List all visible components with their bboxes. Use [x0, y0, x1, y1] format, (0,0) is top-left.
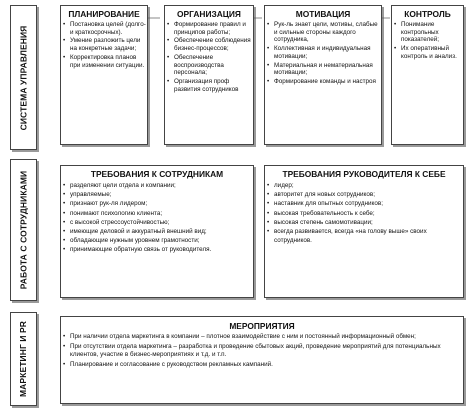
- list-item: • При отсутствии отдела маркетинга – разработка и проведение сбытовых акций, проведение мероприятий для потенциальных клиентов, участие в бизнес-мероприятиях и т.д. и т.п.: [61, 343, 463, 360]
- planning-title: ПЛАНИРОВАНИЕ: [68, 9, 140, 19]
- employee-requirements-box: [60, 165, 254, 298]
- list-item: • с высокой стрессоустойчивостью;: [61, 218, 253, 227]
- planning-box: [60, 5, 148, 145]
- organization-list: [165, 21, 253, 93]
- control-title: КОНТРОЛЬ: [404, 9, 451, 19]
- management-side-label: СИСТЕМА УПРАВЛЕНИЯ: [10, 5, 37, 150]
- motivation-box: [264, 5, 382, 145]
- list-item: • Постановка целей (долго- и краткосрочных).: [61, 21, 147, 36]
- list-item: • Обеспечение соблюдения бизнес-процессов;: [165, 37, 253, 52]
- list-item: • принимающие обратную связь от руководителя.: [61, 245, 253, 254]
- manager-requirements-list: [265, 181, 463, 245]
- motivation-title: МОТИВАЦИЯ: [295, 9, 351, 19]
- list-item: • имеющие деловой и аккуратный внешний вид;: [61, 227, 253, 236]
- planning-list: [61, 21, 147, 69]
- list-item: • Материальная и нематериальная мотивации;: [265, 62, 381, 77]
- list-item: • авторитет для новых сотрудников;: [265, 190, 463, 199]
- list-item: • высокая степень самомотивации;: [265, 218, 463, 227]
- staff-side-label: РАБОТА С СОТРУДНИКАМИ: [10, 159, 37, 301]
- marketing-list: [61, 333, 463, 369]
- employee-requirements-list: [61, 181, 253, 255]
- list-item: • Корректировка планов при изменении ситуации.: [61, 54, 147, 69]
- list-item: • наставник для опытных сотрудников;: [265, 199, 463, 208]
- list-item: • высокая требовательность к себе;: [265, 209, 463, 218]
- manager-requirements-title: ТРЕБОВАНИЯ РУКОВОДИТЕЛЯ К СЕБЕ: [282, 169, 446, 179]
- list-item: • Организация проф развития сотрудников: [165, 78, 253, 93]
- list-item: • Их оперативный контроль и анализ.: [392, 45, 463, 60]
- marketing-side-label: МАРКЕТИНГ И PR: [10, 312, 37, 406]
- marketing-title: МЕРОПРИЯТИЯ: [229, 321, 295, 331]
- control-list: [392, 21, 463, 61]
- list-item: • управляемые;: [61, 190, 253, 199]
- organization-box: [164, 5, 254, 145]
- list-item: • признают рук-ля лидером;: [61, 199, 253, 208]
- list-item: • Рук-ль знает цели, мотивы, слабые и сильные стороны каждого сотрудника,: [265, 21, 381, 44]
- list-item: • всегда развивается, всегда «на голову выше» своих сотрудников.: [265, 227, 463, 245]
- list-item: • обладающие нужным уровнем грамотности;: [61, 236, 253, 245]
- list-item: • Формирование команды и настроя: [265, 78, 381, 86]
- list-item: • лидер;: [265, 181, 463, 190]
- list-item: • Понимание контрольных показателей;: [392, 21, 463, 44]
- list-item: • Умение разложить цели на конкретные задачи;: [61, 37, 147, 52]
- employee-requirements-title: ТРЕБОВАНИЯ К СОТРУДНИКАМ: [90, 169, 224, 179]
- list-item: • Планирование и согласование с руководством рекламных кампаний.: [61, 361, 463, 370]
- organization-title: ОРГАНИЗАЦИЯ: [177, 9, 241, 19]
- marketing-box: [60, 316, 464, 404]
- list-item: • Коллективная и индивидуальная мотивации;: [265, 45, 381, 60]
- list-item: • Формирование правил и принципов работы;: [165, 21, 253, 36]
- list-item: • При наличии отдела маркетинга в компании – плотное взаимодействие с ним и постоянный информационный обмен;: [61, 333, 463, 342]
- control-box: [391, 5, 464, 145]
- manager-requirements-box: [264, 165, 464, 298]
- list-item: • Обеспечение воспроизводства персонала;: [165, 54, 253, 77]
- motivation-list: [265, 21, 381, 86]
- list-item: • понимают психологию клиента;: [61, 209, 253, 218]
- list-item: • разделяют цели отдела и компании;: [61, 181, 253, 190]
